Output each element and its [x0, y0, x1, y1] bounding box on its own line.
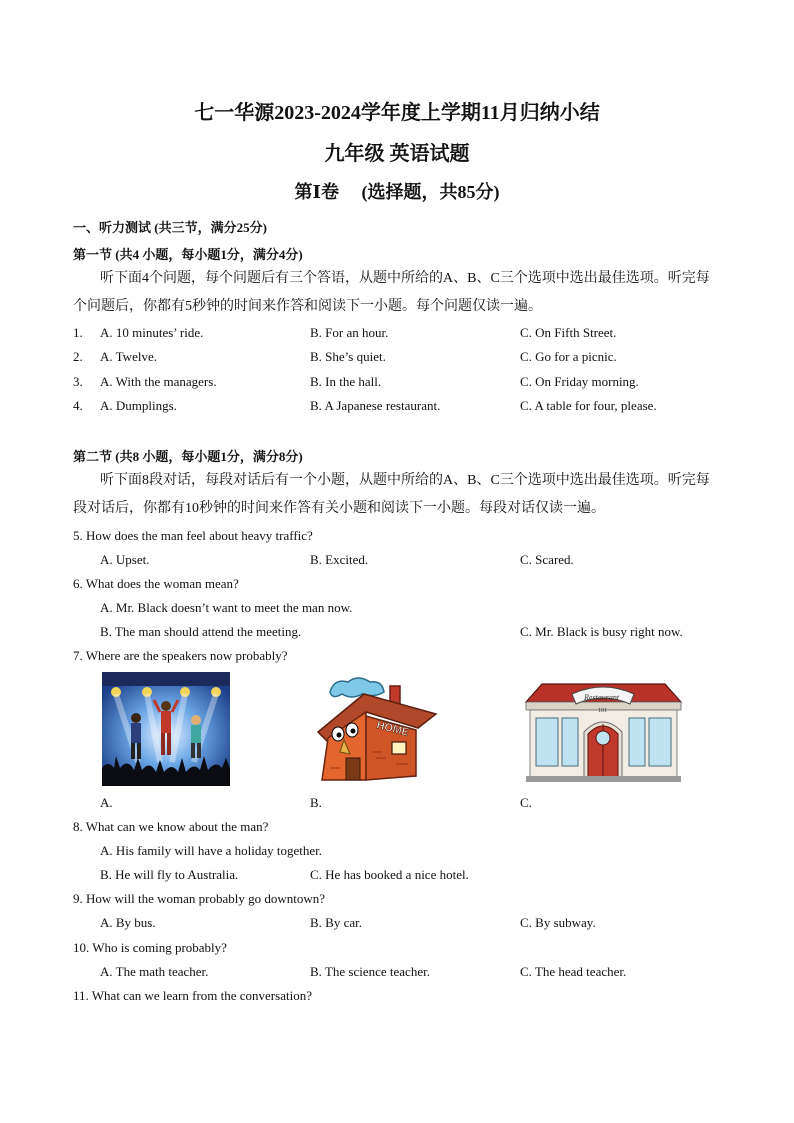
question-6-stem: 6. What does the woman mean?: [73, 576, 239, 591]
question-8-stem: 8. What can we know about the man?: [73, 819, 269, 834]
option-c: C. Mr. Black is busy right now.: [520, 624, 683, 639]
image-b-label: B.: [310, 795, 322, 810]
section1-heading: 第一节 (共4 小题，每小题1分，满分4分): [73, 247, 303, 262]
option-a: A. Mr. Black doesn’t want to meet the man now.: [100, 600, 353, 615]
part-heading: 一、听力测试 (共三节，满分25分): [73, 220, 267, 235]
exam-subtitle: 九年级 英语试题: [324, 143, 470, 165]
image-a-label: A.: [100, 795, 113, 810]
question-number: 4.: [73, 398, 83, 413]
option-b: B. Excited.: [310, 552, 369, 567]
svg-text:101: 101: [598, 708, 607, 714]
option-b: B. For an hour.: [310, 325, 389, 340]
option-c: C. Go for a picnic.: [520, 349, 617, 364]
home-cartoon-image: [312, 672, 440, 786]
option-b: B. The science teacher.: [310, 964, 430, 979]
option-b: B. He will fly to Australia.: [100, 867, 239, 882]
concert-stage-image: [102, 672, 230, 786]
exam-title: 七一华源2023-2024学年度上学期11月归纳小结: [194, 102, 600, 124]
option-b: B. The man should attend the meeting.: [100, 624, 302, 639]
home-sign-text: HOME: [375, 719, 411, 739]
image-c-label: C.: [520, 795, 532, 810]
option-b: B. In the hall.: [310, 374, 382, 389]
restaurant-sign-text: Restaurant: [584, 693, 620, 702]
question-9-stem: 9. How will the woman probably go downtown?: [73, 891, 326, 906]
option-a: A. Twelve.: [100, 349, 157, 364]
option-a: A. Dumplings.: [100, 398, 177, 413]
option-a: A. By bus.: [100, 915, 156, 930]
option-c: C. He has booked a nice hotel.: [310, 867, 469, 882]
option-a: A. Upset.: [100, 552, 150, 567]
question-number: 3.: [73, 374, 83, 389]
volume-heading: 第Ⅰ卷 (选择题，共85分): [294, 182, 500, 202]
section2-instructions: 听下面8段对话，每段对话后有一个小题，从题中所给的A、B、C三个选项中选出最佳选项。听完每段对话后，你都有10秒钟的时间来作答有关小题和阅读下一小题。每段对话仅读一遍。: [73, 473, 710, 516]
option-c: C. The head teacher.: [520, 964, 627, 979]
question-5-stem: 5. How does the man feel about heavy traffic?: [73, 528, 313, 543]
option-c: C. Scared.: [520, 552, 574, 567]
option-c: C. On Friday morning.: [520, 374, 639, 389]
option-a: A. With the managers.: [100, 374, 217, 389]
option-c: C. A table for four, please.: [520, 398, 657, 413]
section1-instructions: 听下面4个问题，每个问题后有三个答语，从题中所给的A、B、C三个选项中选出最佳选项。听完每个问题后，你都有5秒钟的时间来作答和阅读下一小题。每个问题仅读一遍。: [73, 271, 710, 314]
option-a: A. 10 minutes’ ride.: [100, 325, 204, 340]
question-7-stem: 7. Where are the speakers now probably?: [73, 648, 288, 663]
question-number: 2.: [73, 349, 83, 364]
question-number: 1.: [73, 325, 83, 340]
option-a: A. The math teacher.: [100, 964, 209, 979]
option-b: B. She’s quiet.: [310, 349, 386, 364]
option-c: C. On Fifth Street.: [520, 325, 617, 340]
restaurant-image: [522, 680, 685, 784]
question-11-stem: 11. What can we learn from the conversation?: [73, 988, 312, 1003]
option-b: B. A Japanese restaurant.: [310, 398, 441, 413]
option-c: C. By subway.: [520, 915, 596, 930]
question-10-stem: 10. Who is coming probably?: [73, 940, 227, 955]
option-a: A. His family will have a holiday together.: [100, 843, 323, 858]
section2-heading: 第二节 (共8 小题，每小题1分，满分8分): [73, 449, 303, 464]
option-b: B. By car.: [310, 915, 362, 930]
